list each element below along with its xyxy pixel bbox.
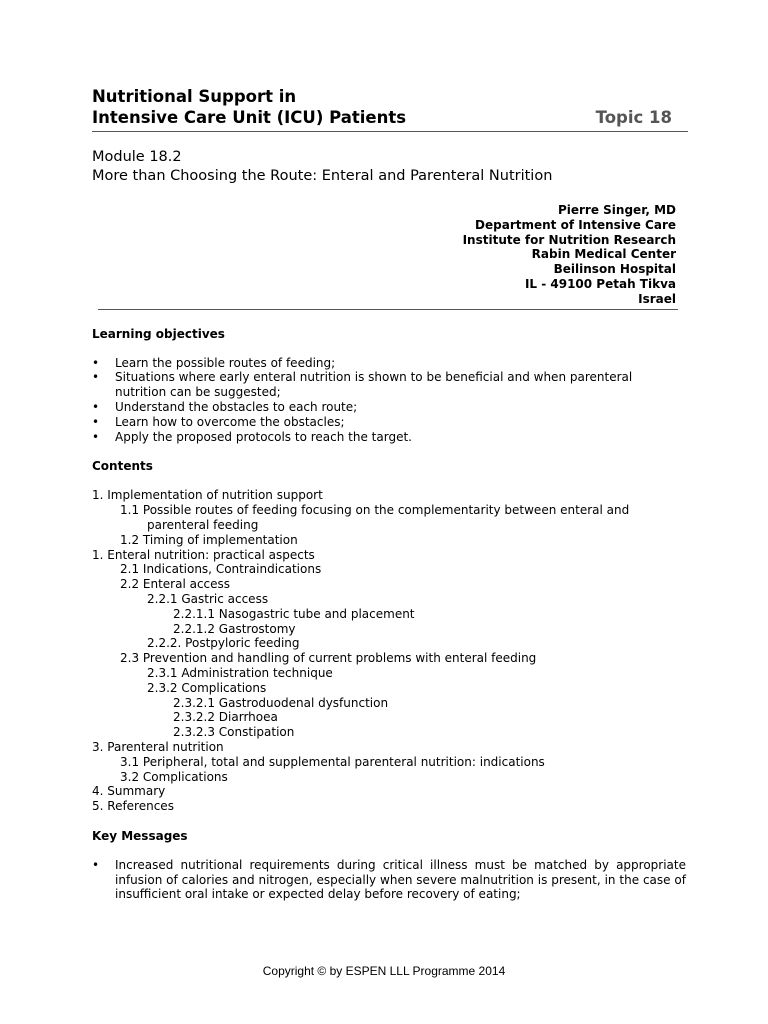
toc-item: 3.2 Complications <box>120 769 228 784</box>
toc-item: 4. Summary <box>92 784 166 799</box>
page-title-line-2: Intensive Care Unit (ICU) Patients <box>92 108 407 127</box>
toc-item: 5. References <box>92 799 174 814</box>
author-line: Institute for Nutrition Research <box>462 232 676 247</box>
list-item: • Learn the possible routes of feeding; <box>92 356 686 371</box>
toc-item: 2.3.1 Administration technique <box>147 665 333 680</box>
toc-item-continuation: parenteral feeding <box>147 517 259 532</box>
copyright-footer: Copyright © by ESPEN LLL Programme 2014 <box>262 964 506 978</box>
title-divider <box>92 131 688 132</box>
toc-item: 2.2 Enteral access <box>120 577 231 592</box>
module-number: Module 18.2 <box>92 149 182 165</box>
key-messages-list <box>92 858 686 902</box>
author-block <box>92 203 686 307</box>
toc-item: 2.1 Indications, Contraindications <box>120 562 322 577</box>
document-page <box>92 86 686 902</box>
toc-item: 1. Implementation of nutrition support <box>92 488 323 503</box>
author-divider <box>98 309 678 310</box>
contents-heading: Contents <box>92 459 153 474</box>
page-title-line-1: Nutritional Support in <box>92 87 297 106</box>
key-messages-heading: Key Messages <box>92 828 188 843</box>
toc-item: 1.2 Timing of implementation <box>120 532 298 547</box>
toc-item: 2.3.2.3 Constipation <box>173 725 295 740</box>
topic-label: Topic 18 <box>595 108 672 127</box>
list-item: • Learn how to overcome the obstacles; <box>92 415 686 430</box>
toc-item: 2.2.2. Postpyloric feeding <box>147 636 300 651</box>
toc-item: 3. Parenteral nutrition <box>92 739 224 754</box>
module-subtitle: More than Choosing the Route: Enteral and Parenteral Nutrition <box>92 168 553 184</box>
title-block <box>92 86 686 128</box>
toc-item: 2.2.1.1 Nasogastric tube and placement <box>173 606 415 621</box>
list-item: • Understand the obstacles to each route; <box>92 400 686 415</box>
toc-item: 2.2.1 Gastric access <box>147 591 269 606</box>
toc-item: 2.3 Prevention and handling of current problems with enteral feeding <box>120 651 537 666</box>
author-line: Rabin Medical Center <box>531 247 676 262</box>
toc-item: 2.3.2 Complications <box>147 680 267 695</box>
author-line: Pierre Singer, MD <box>557 203 676 217</box>
learning-objectives-heading: Learning objectives <box>92 326 225 341</box>
toc-item: 2.2.1.2 Gastrostomy <box>173 621 296 636</box>
toc-item: 2.3.2.2 Diarrhoea <box>173 710 278 725</box>
author-line: Beilinson Hospital <box>553 262 676 277</box>
list-item: • Situations where early enteral nutrition is shown to be beneficial and when parenteral nutrition can be suggested; <box>92 370 686 400</box>
table-of-contents <box>92 488 686 814</box>
author-line: Israel <box>638 291 676 306</box>
author-line: Department of Intensive Care <box>475 217 676 232</box>
toc-item: 3.1 Peripheral, total and supplemental parenteral nutrition: indications <box>120 754 545 769</box>
list-item: • Increased nutritional requirements during critical illness must be matched by appropriate infusion of calories and nitrogen, especially when severe malnutrition is present, in the case of insufficient oral intake or expected delay before recovery of eating; <box>92 858 686 902</box>
toc-item: 1. Enteral nutrition: practical aspects <box>92 547 315 562</box>
toc-item-text: 1.1 Possible routes of feeding focusing on the complementarity between enteral and <box>120 503 630 518</box>
list-item: • Apply the proposed protocols to reach the target. <box>92 430 686 445</box>
toc-item <box>92 503 686 533</box>
module-heading <box>92 148 686 186</box>
toc-item: 2.3.2.1 Gastroduodenal dysfunction <box>173 695 389 710</box>
author-line: IL - 49100 Petah Tikva <box>524 276 676 291</box>
learning-objectives-list <box>92 356 686 445</box>
